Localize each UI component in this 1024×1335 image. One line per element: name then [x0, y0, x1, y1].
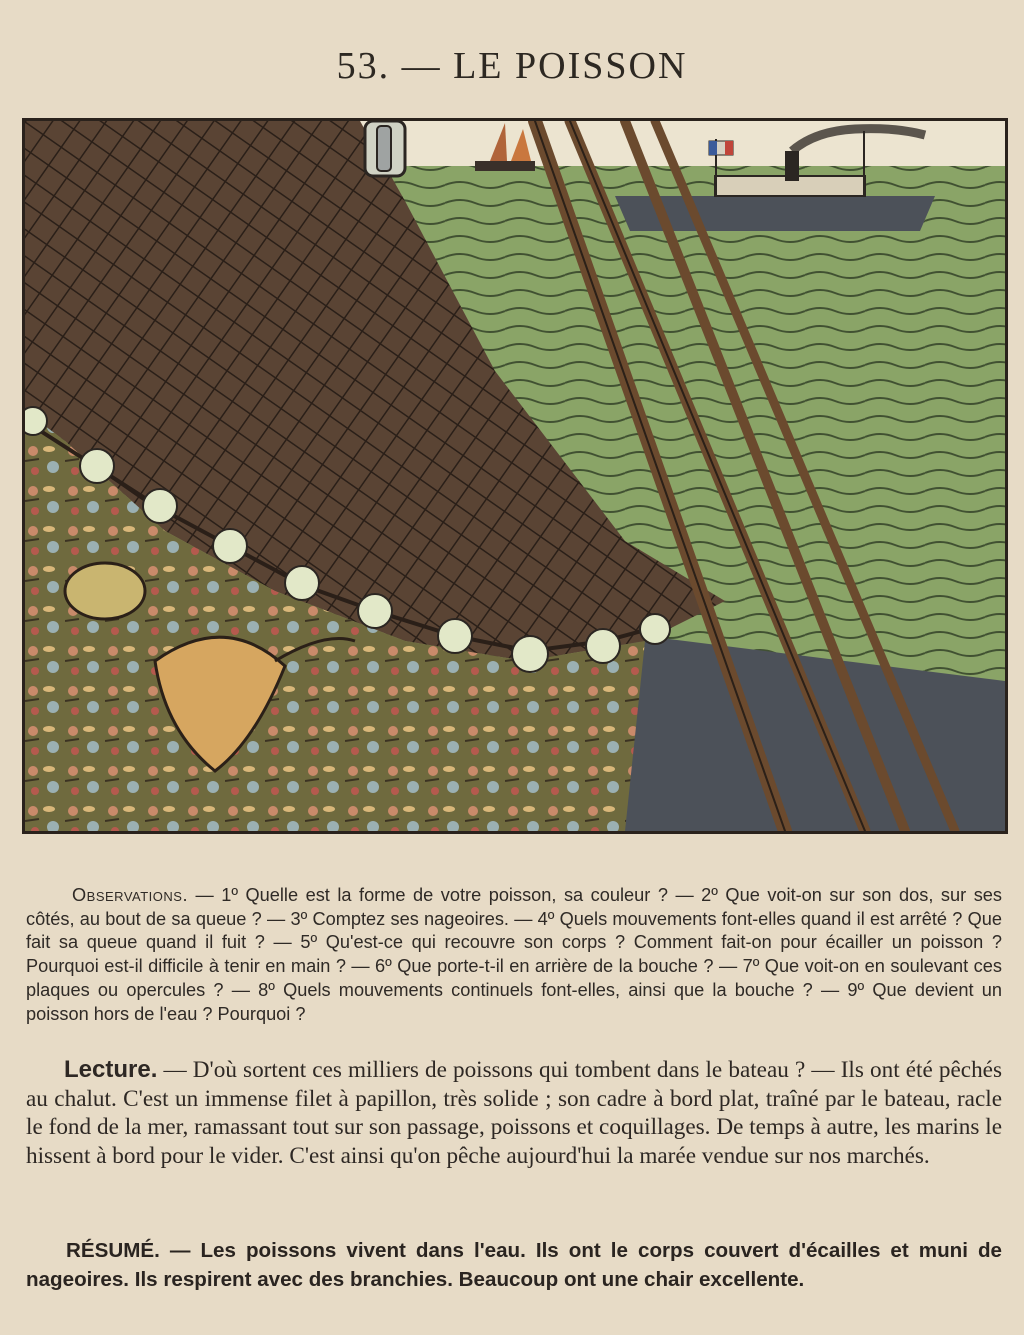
trawler-net-illustration: [22, 118, 1008, 834]
pulley-block-icon: [365, 121, 405, 176]
observations-text: — 1º Quelle est la forme de votre poisson, sa couleur ? — 2º Que voit-on sur son dos, sur ses côtés, au bout de sa queue ? — 3º Comptez ses nageoires. — 4º Quels mouvements font-elles quand il est arrêté ? Que fait sa queue quand il fuit ? — 5º Qu'est-ce qui recouvre son corps ? Comment fait-on pour écailler un poisson ? Pourquoi est-il difficile à tenir en main ? — 6º Que porte-t-il en arrière de la bouche ? — 7º Que voit-on en soulevant ces plaques ou opercules ? — 8º Quels mouvements continuels font-elles, ainsi que la bouche ? — 9º Que devient un poisson hors de l'eau ? Pourquoi ?: [26, 885, 1002, 1024]
lecture-text: — D'où sortent ces milliers de poissons qui tombent dans le bateau ? — Ils ont été pêchés au chalut. C'est un immense filet à papillon, très solide ; son cadre à bord plat, traîné par le bateau, racle le fond de la mer, ramassant tout sur son passage, poissons et coquillages. De temps à autre, les marins le hissent à bord pour le vider. C'est ainsi qu'on pêche aujourd'hui la marée vendue sur nos marchés.: [26, 1057, 1002, 1169]
lecture-paragraph: [26, 1056, 1002, 1170]
observations-paragraph: [26, 884, 1002, 1026]
observations-label: Observations.: [72, 885, 189, 905]
resume-paragraph: RÉSUMÉ. — Les poissons vivent dans l'eau. Ils ont le corps couvert d'écailles et muni de nageoires. Ils respirent avec des branchies. Beaucoup ont une chair excellente.: [26, 1239, 1002, 1291]
lecture-label: Lecture.: [64, 1056, 158, 1083]
flatfish-icon: [65, 563, 145, 619]
page-title: 53. — LE POISSON: [336, 45, 688, 87]
